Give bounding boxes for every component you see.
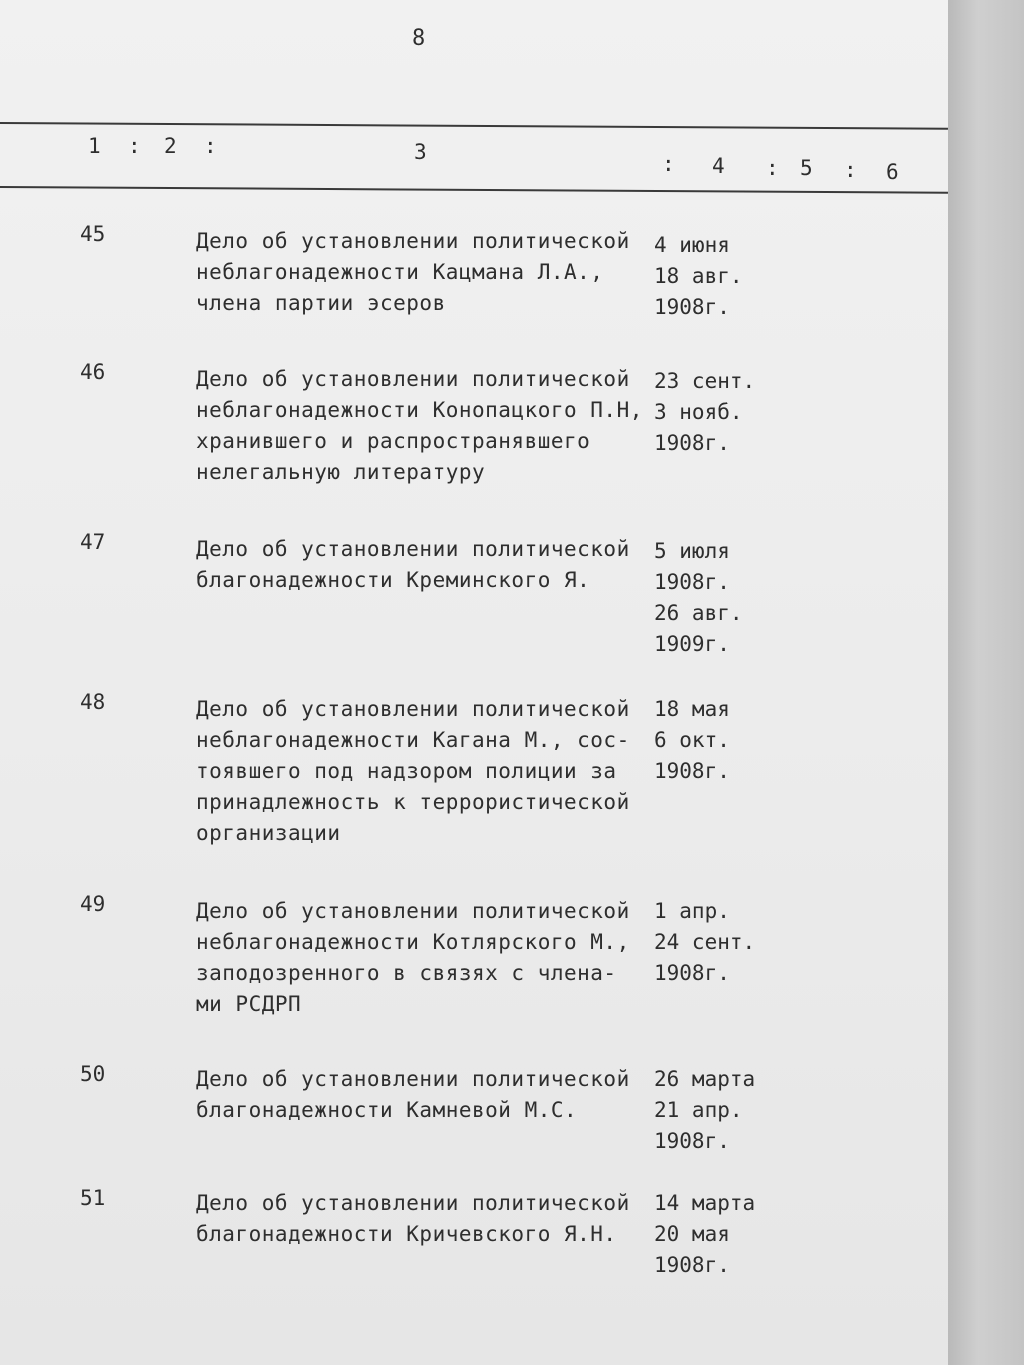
entry-date-line: 1908г.: [654, 759, 730, 783]
entry-dates: [654, 1064, 784, 1157]
entry-date-line: 1908г.: [654, 1129, 730, 1153]
entry-dates: [654, 230, 784, 323]
column-header-5: 5: [800, 156, 813, 180]
entry-title-line: благонадежности Кричевского Я.Н.: [196, 1222, 617, 1246]
entry-date-line: 24 сент.: [654, 930, 756, 954]
entry-date-line: 3 нояб.: [654, 400, 743, 424]
entry-title-line: Дело об установлении политической: [196, 899, 630, 923]
entry-title-line: члена партии эсеров: [196, 291, 446, 315]
entry-date-line: 1908г.: [654, 431, 730, 455]
entry-date-line: 1909г.: [654, 632, 730, 656]
entry-title: [196, 1064, 646, 1126]
entry-date-line: 6 окт.: [654, 728, 730, 752]
entry-date-line: 26 авг.: [654, 601, 743, 625]
entry-dates: [654, 1188, 784, 1281]
entry-date-line: 1908г.: [654, 570, 730, 594]
page-edge: [948, 0, 1024, 1365]
entry-date-line: 18 мая: [654, 697, 730, 721]
entry-number: 50: [80, 1062, 106, 1086]
entry-date-line: 23 сент.: [654, 369, 756, 393]
entry-dates: [654, 366, 784, 459]
entry-number: 47: [80, 530, 106, 554]
entry-title: [196, 534, 646, 596]
entry-title-line: организации: [196, 821, 341, 845]
entry-number: 49: [80, 892, 106, 916]
entry-title: [196, 896, 646, 1020]
entry-title: [196, 1188, 646, 1250]
entry-title-line: ми РСДРП: [196, 992, 302, 1016]
entry-date-line: 21 апр.: [654, 1098, 743, 1122]
entry-title: [196, 694, 646, 849]
entry-title-line: хранившего и распространявшего: [196, 429, 591, 453]
entry-date-line: 26 марта: [654, 1067, 756, 1091]
column-header-4: 4: [712, 154, 725, 178]
entry-title-line: благонадежности Креминского Я.: [196, 568, 591, 592]
column-header-1: 1: [88, 134, 101, 158]
entry-number: 45: [80, 222, 106, 246]
column-separator: :: [662, 152, 675, 176]
column-header-6: 6: [886, 160, 899, 184]
entry-title-line: Дело об установлении политической: [196, 229, 630, 253]
column-separator: :: [128, 134, 141, 158]
entry-title-line: заподозренного в связях с члена-: [196, 961, 617, 985]
entry-title-line: нелегальную литературу: [196, 460, 486, 484]
entry-dates: [654, 694, 784, 787]
entry-date-line: 4 июня: [654, 233, 730, 257]
entry-title: [196, 226, 646, 319]
entry-date-line: 1908г.: [654, 1253, 730, 1277]
entry-title-line: неблагонадежности Кацмана Л.А.,: [196, 260, 604, 284]
column-separator: :: [204, 134, 217, 158]
entry-title-line: принадлежность к террористической: [196, 790, 630, 814]
entry-title-line: благонадежности Камневой М.С.: [196, 1098, 578, 1122]
entry-date-line: 18 авг.: [654, 264, 743, 288]
entry-number: 48: [80, 690, 106, 714]
entry-number: 46: [80, 360, 106, 384]
entry-title-line: Дело об установлении политической: [196, 367, 630, 391]
column-separator: :: [844, 158, 857, 182]
entry-title-line: неблагонадежности Кагана М., сос-: [196, 728, 630, 752]
entry-title-line: Дело об установлении политической: [196, 1067, 630, 1091]
entry-date-line: 1908г.: [654, 961, 730, 985]
page-number: 8: [412, 26, 427, 51]
entry-date-line: 20 мая: [654, 1222, 730, 1246]
column-header-3: 3: [414, 140, 427, 164]
entry-dates: [654, 536, 784, 660]
entry-title-line: Дело об установлении политической: [196, 697, 630, 721]
entry-date-line: 1908г.: [654, 295, 730, 319]
entry-number: 51: [80, 1186, 106, 1210]
entry-title-line: неблагонадежности Котлярского М.,: [196, 930, 630, 954]
entry-date-line: 1 апр.: [654, 899, 730, 923]
entry-title-line: тоявшего под надзором полиции за: [196, 759, 617, 783]
entry-title-line: неблагонадежности Конопацкого П.Н,: [196, 398, 643, 422]
entry-title-line: Дело об установлении политической: [196, 537, 630, 561]
entry-dates: [654, 896, 784, 989]
entry-date-line: 14 марта: [654, 1191, 756, 1215]
entry-title-line: Дело об установлении политической: [196, 1191, 630, 1215]
entry-title: [196, 364, 646, 488]
entry-date-line: 5 июля: [654, 539, 730, 563]
column-header-2: 2: [164, 134, 177, 158]
column-separator: :: [766, 156, 779, 180]
